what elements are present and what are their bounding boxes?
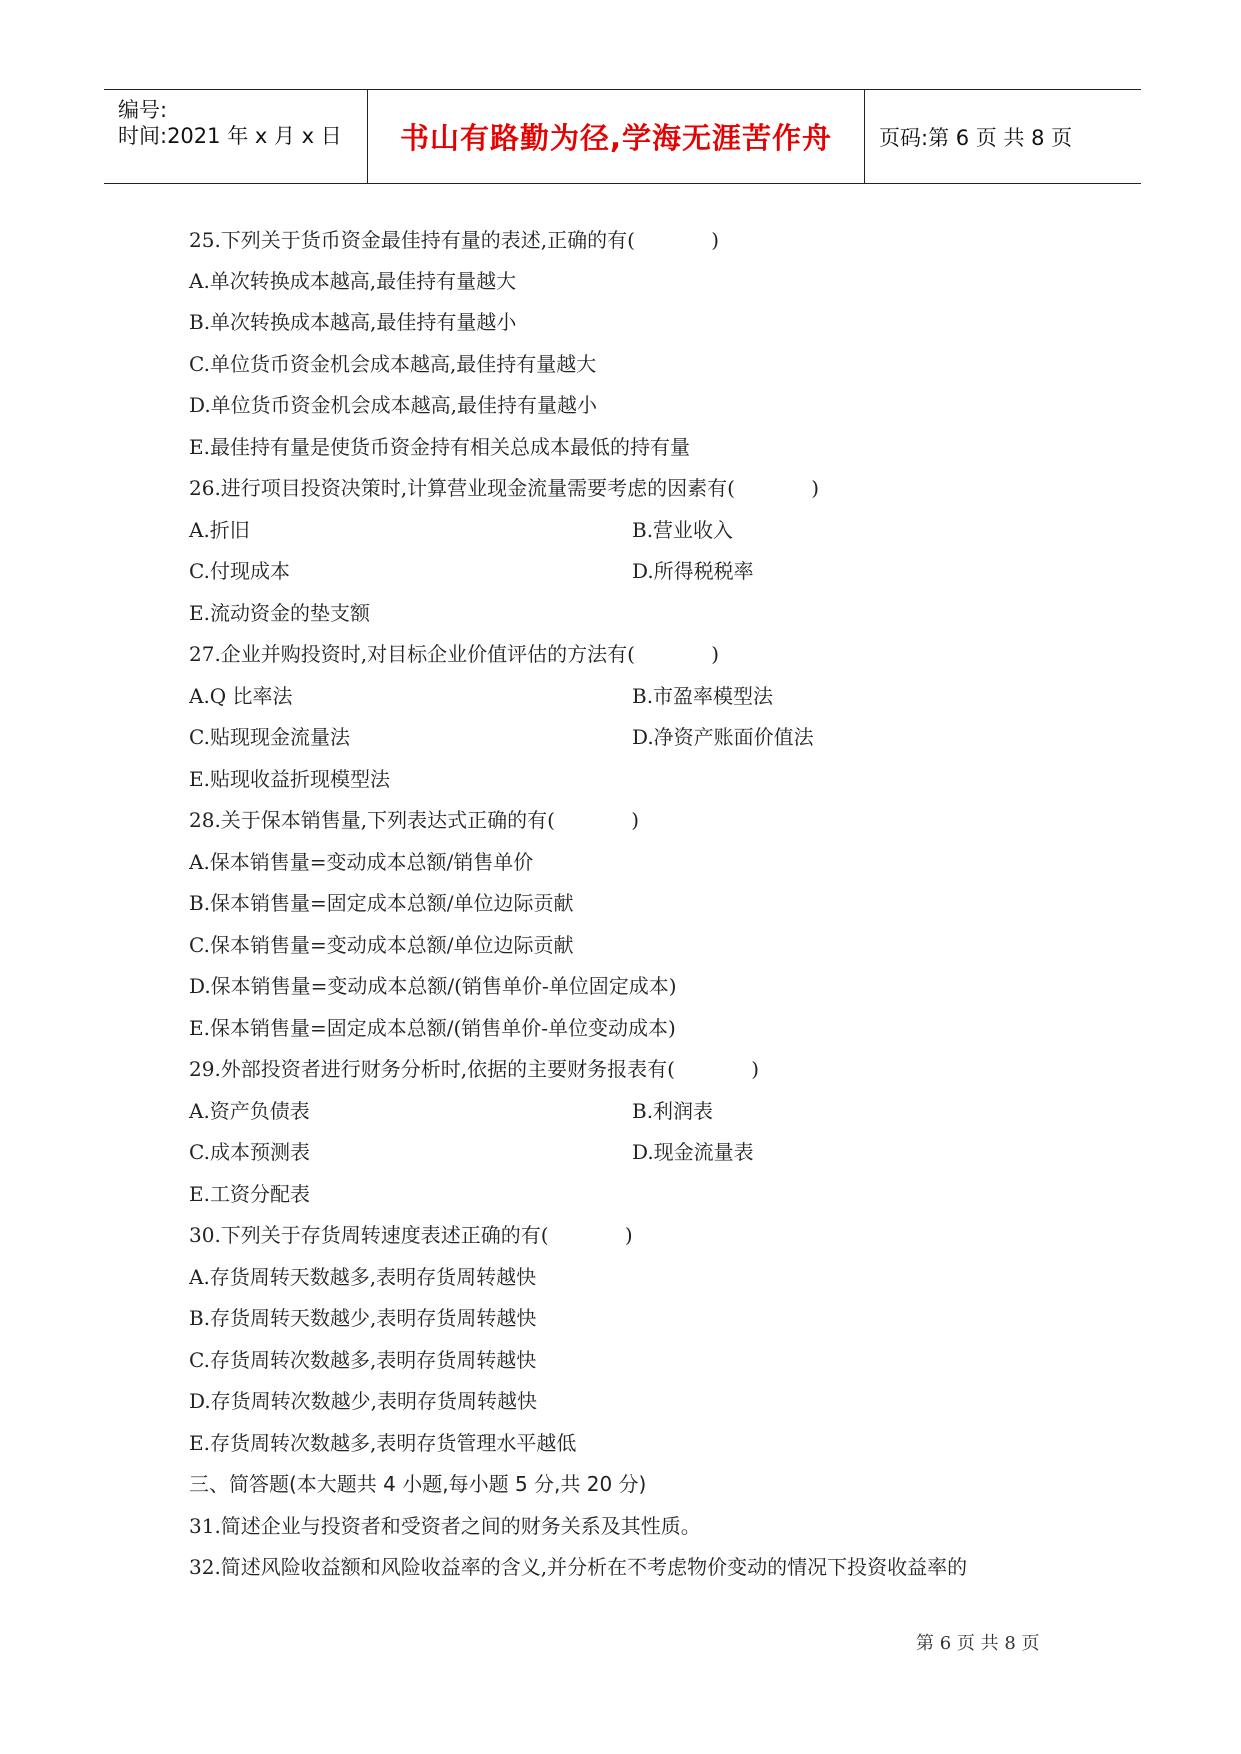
option-26e: E.流动资金的垫支额 (189, 601, 370, 625)
option-26a: A.折旧 (189, 518, 250, 542)
page-header (104, 89, 1141, 184)
time-label: 时间:2021 年 x 月 x 日 (118, 124, 342, 148)
option-25e: E.最佳持有量是使货币资金持有相关总成本最低的持有量 (189, 435, 690, 459)
serial-number-label: 编号: (118, 98, 168, 122)
option-28c: C.保本销售量=变动成本总额/单位边际贡献 (189, 933, 574, 957)
option-25d: D.单位货币资金机会成本越高,最佳持有量越小 (189, 393, 598, 417)
option-29c: C.成本预测表 (189, 1140, 310, 1164)
option-27c: C.贴现现金流量法 (189, 725, 350, 749)
option-29e: E.工资分配表 (189, 1182, 310, 1206)
option-27b: B.市盈率模型法 (632, 684, 774, 708)
header-info-cell (104, 90, 368, 183)
page-footer: 第 6 页 共 8 页 (916, 1633, 1040, 1654)
option-28b: B.保本销售量=固定成本总额/单位边际贡献 (189, 891, 574, 915)
option-30d: D.存货周转次数越少,表明存货周转越快 (189, 1389, 538, 1413)
header-page-cell (865, 90, 1141, 183)
option-29b: B.利润表 (632, 1099, 714, 1123)
question-32: 32.简述风险收益额和风险收益率的含义,并分析在不考虑物价变动的情况下投资收益率的 (189, 1555, 968, 1579)
motto-text: 书山有路勤为径,学海无涯苦作舟 (399, 121, 833, 155)
option-30c: C.存货周转次数越多,表明存货周转越快 (189, 1348, 537, 1372)
question-30: 30.下列关于存货周转速度表述正确的有( ) (189, 1223, 633, 1247)
option-25a: A.单次转换成本越高,最佳持有量越大 (189, 269, 517, 293)
section-heading: 三、简答题(本大题共 4 小题,每小题 5 分,共 20 分) (189, 1472, 647, 1496)
option-27a: A.Q 比率法 (189, 684, 293, 708)
question-25: 25.下列关于货币资金最佳持有量的表述,正确的有( ) (189, 228, 720, 252)
header-motto-cell (368, 90, 865, 183)
option-27d: D.净资产账面价值法 (632, 725, 814, 749)
option-26b: B.营业收入 (632, 518, 734, 542)
option-28a: A.保本销售量=变动成本总额/销售单价 (189, 850, 534, 874)
question-29: 29.外部投资者进行财务分析时,依据的主要财务报表有( ) (189, 1057, 760, 1081)
question-26: 26.进行项目投资决策时,计算营业现金流量需要考虑的因素有( ) (189, 476, 820, 500)
option-25c: C.单位货币资金机会成本越高,最佳持有量越大 (189, 352, 597, 376)
option-30a: A.存货周转天数越多,表明存货周转越快 (189, 1265, 537, 1289)
question-31: 31.简述企业与投资者和受资者之间的财务关系及其性质。 (189, 1514, 701, 1538)
option-26c: C.付现成本 (189, 559, 290, 583)
option-25b: B.单次转换成本越高,最佳持有量越小 (189, 310, 517, 334)
option-26d: D.所得税税率 (632, 559, 754, 583)
question-27: 27.企业并购投资时,对目标企业价值评估的方法有( ) (189, 642, 720, 666)
option-27e: E.贴现收益折现模型法 (189, 767, 390, 791)
page-code: 页码:第 6 页 共 8 页 (879, 125, 1073, 150)
option-29d: D.现金流量表 (632, 1140, 754, 1164)
option-28d: D.保本销售量=变动成本总额/(销售单价-单位固定成本) (189, 974, 677, 998)
option-30b: B.存货周转天数越少,表明存货周转越快 (189, 1306, 537, 1330)
option-30e: E.存货周转次数越多,表明存货管理水平越低 (189, 1431, 577, 1455)
option-28e: E.保本销售量=固定成本总额/(销售单价-单位变动成本) (189, 1016, 676, 1040)
question-28: 28.关于保本销售量,下列表达式正确的有( ) (189, 808, 640, 832)
option-29a: A.资产负债表 (189, 1099, 310, 1123)
